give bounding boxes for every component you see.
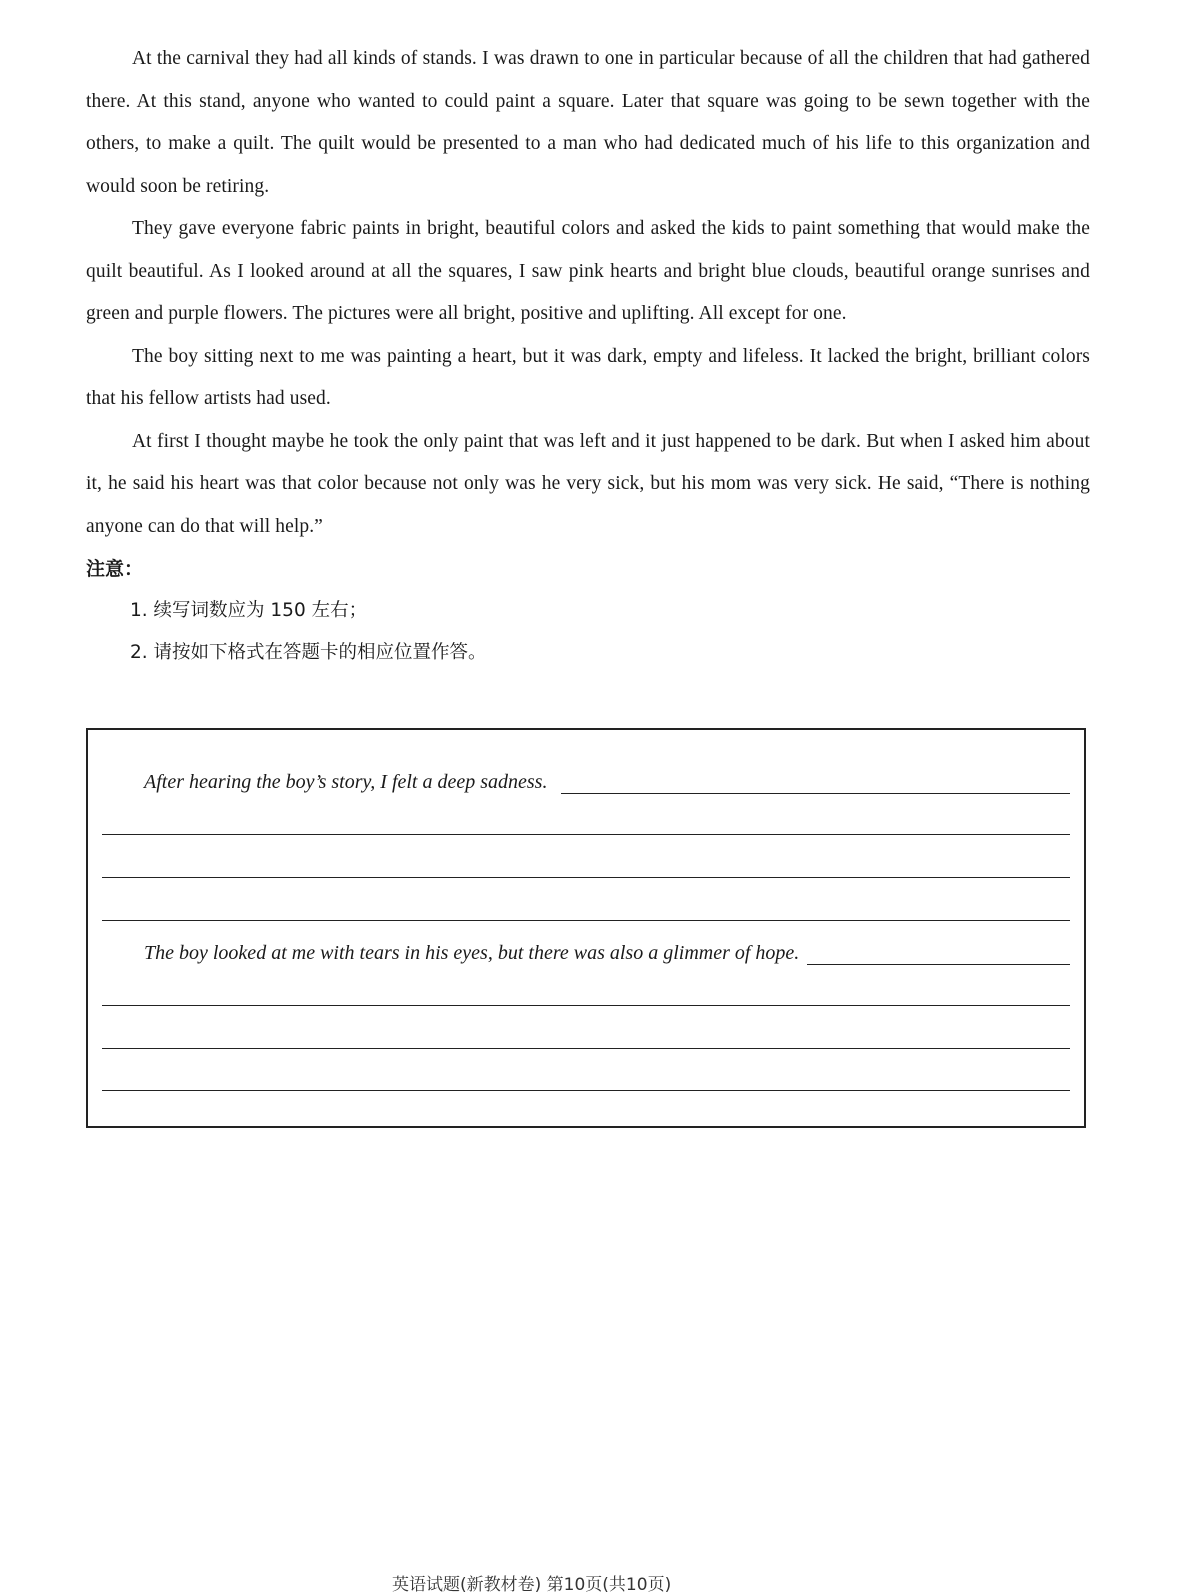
notes-title: 注意：: [86, 558, 144, 580]
writing-line[interactable]: [102, 920, 1070, 921]
writing-line[interactable]: [102, 1005, 1070, 1006]
document-page: [86, 38, 1090, 674]
writing-line[interactable]: [102, 1090, 1070, 1091]
passage-paragraph-1: At the carnival they had all kinds of stands. I was drawn to one in particular because of all the children that had gathered there. At this stand, anyone who wanted to could paint a square. Later that square was going to be sewn together with the others, to make a quilt. The quilt would be presented to a man who had dedicated much of his life to this organization and would soon be retiring.: [86, 48, 1090, 197]
answer-box: [86, 728, 1086, 1128]
note-item-1: 1. 续写词数应为 150 左右；: [130, 600, 368, 621]
writing-blank[interactable]: [807, 944, 1070, 965]
writing-line[interactable]: [102, 834, 1070, 835]
prompt-line-2: [144, 941, 1070, 965]
page-footer: 英语试题(新教材卷) 第10页(共10页): [392, 1575, 672, 1595]
writing-line[interactable]: [102, 877, 1070, 878]
writing-blank[interactable]: [561, 773, 1070, 794]
writing-line[interactable]: [102, 1048, 1070, 1049]
passage-paragraph-4: At first I thought maybe he took the only paint that was left and it just happened to be dark. But when I asked him about it, he said his heart was that color because not only was he very sick, but his mom was very sick. He said, “There is nothing anyone can do that will help.”: [86, 430, 1090, 537]
passage-paragraph-3: The boy sitting next to me was painting a heart, but it was dark, empty and lifeless. It lacked the bright, brilliant colors that his fellow artists had used.: [86, 345, 1090, 409]
prompt-text-2: The boy looked at me with tears in his eyes, but there was also a glimmer of hope.: [144, 942, 800, 964]
notes-section: [86, 548, 1090, 674]
prompt-text-1: After hearing the boy’s story, I felt a deep sadness.: [144, 771, 548, 793]
passage-paragraph-2: They gave everyone fabric paints in bright, beautiful colors and asked the kids to paint something that would make the quilt beautiful. As I looked around at all the squares, I saw pink hearts and bright blue clouds, beautiful orange sunrises and green and purple flowers. The pictures were all bright, positive and uplifting. All except for one.: [86, 218, 1090, 324]
note-item-2: 2. 请按如下格式在答题卡的相应位置作答。: [130, 642, 487, 663]
prompt-line-1: [144, 770, 1070, 794]
